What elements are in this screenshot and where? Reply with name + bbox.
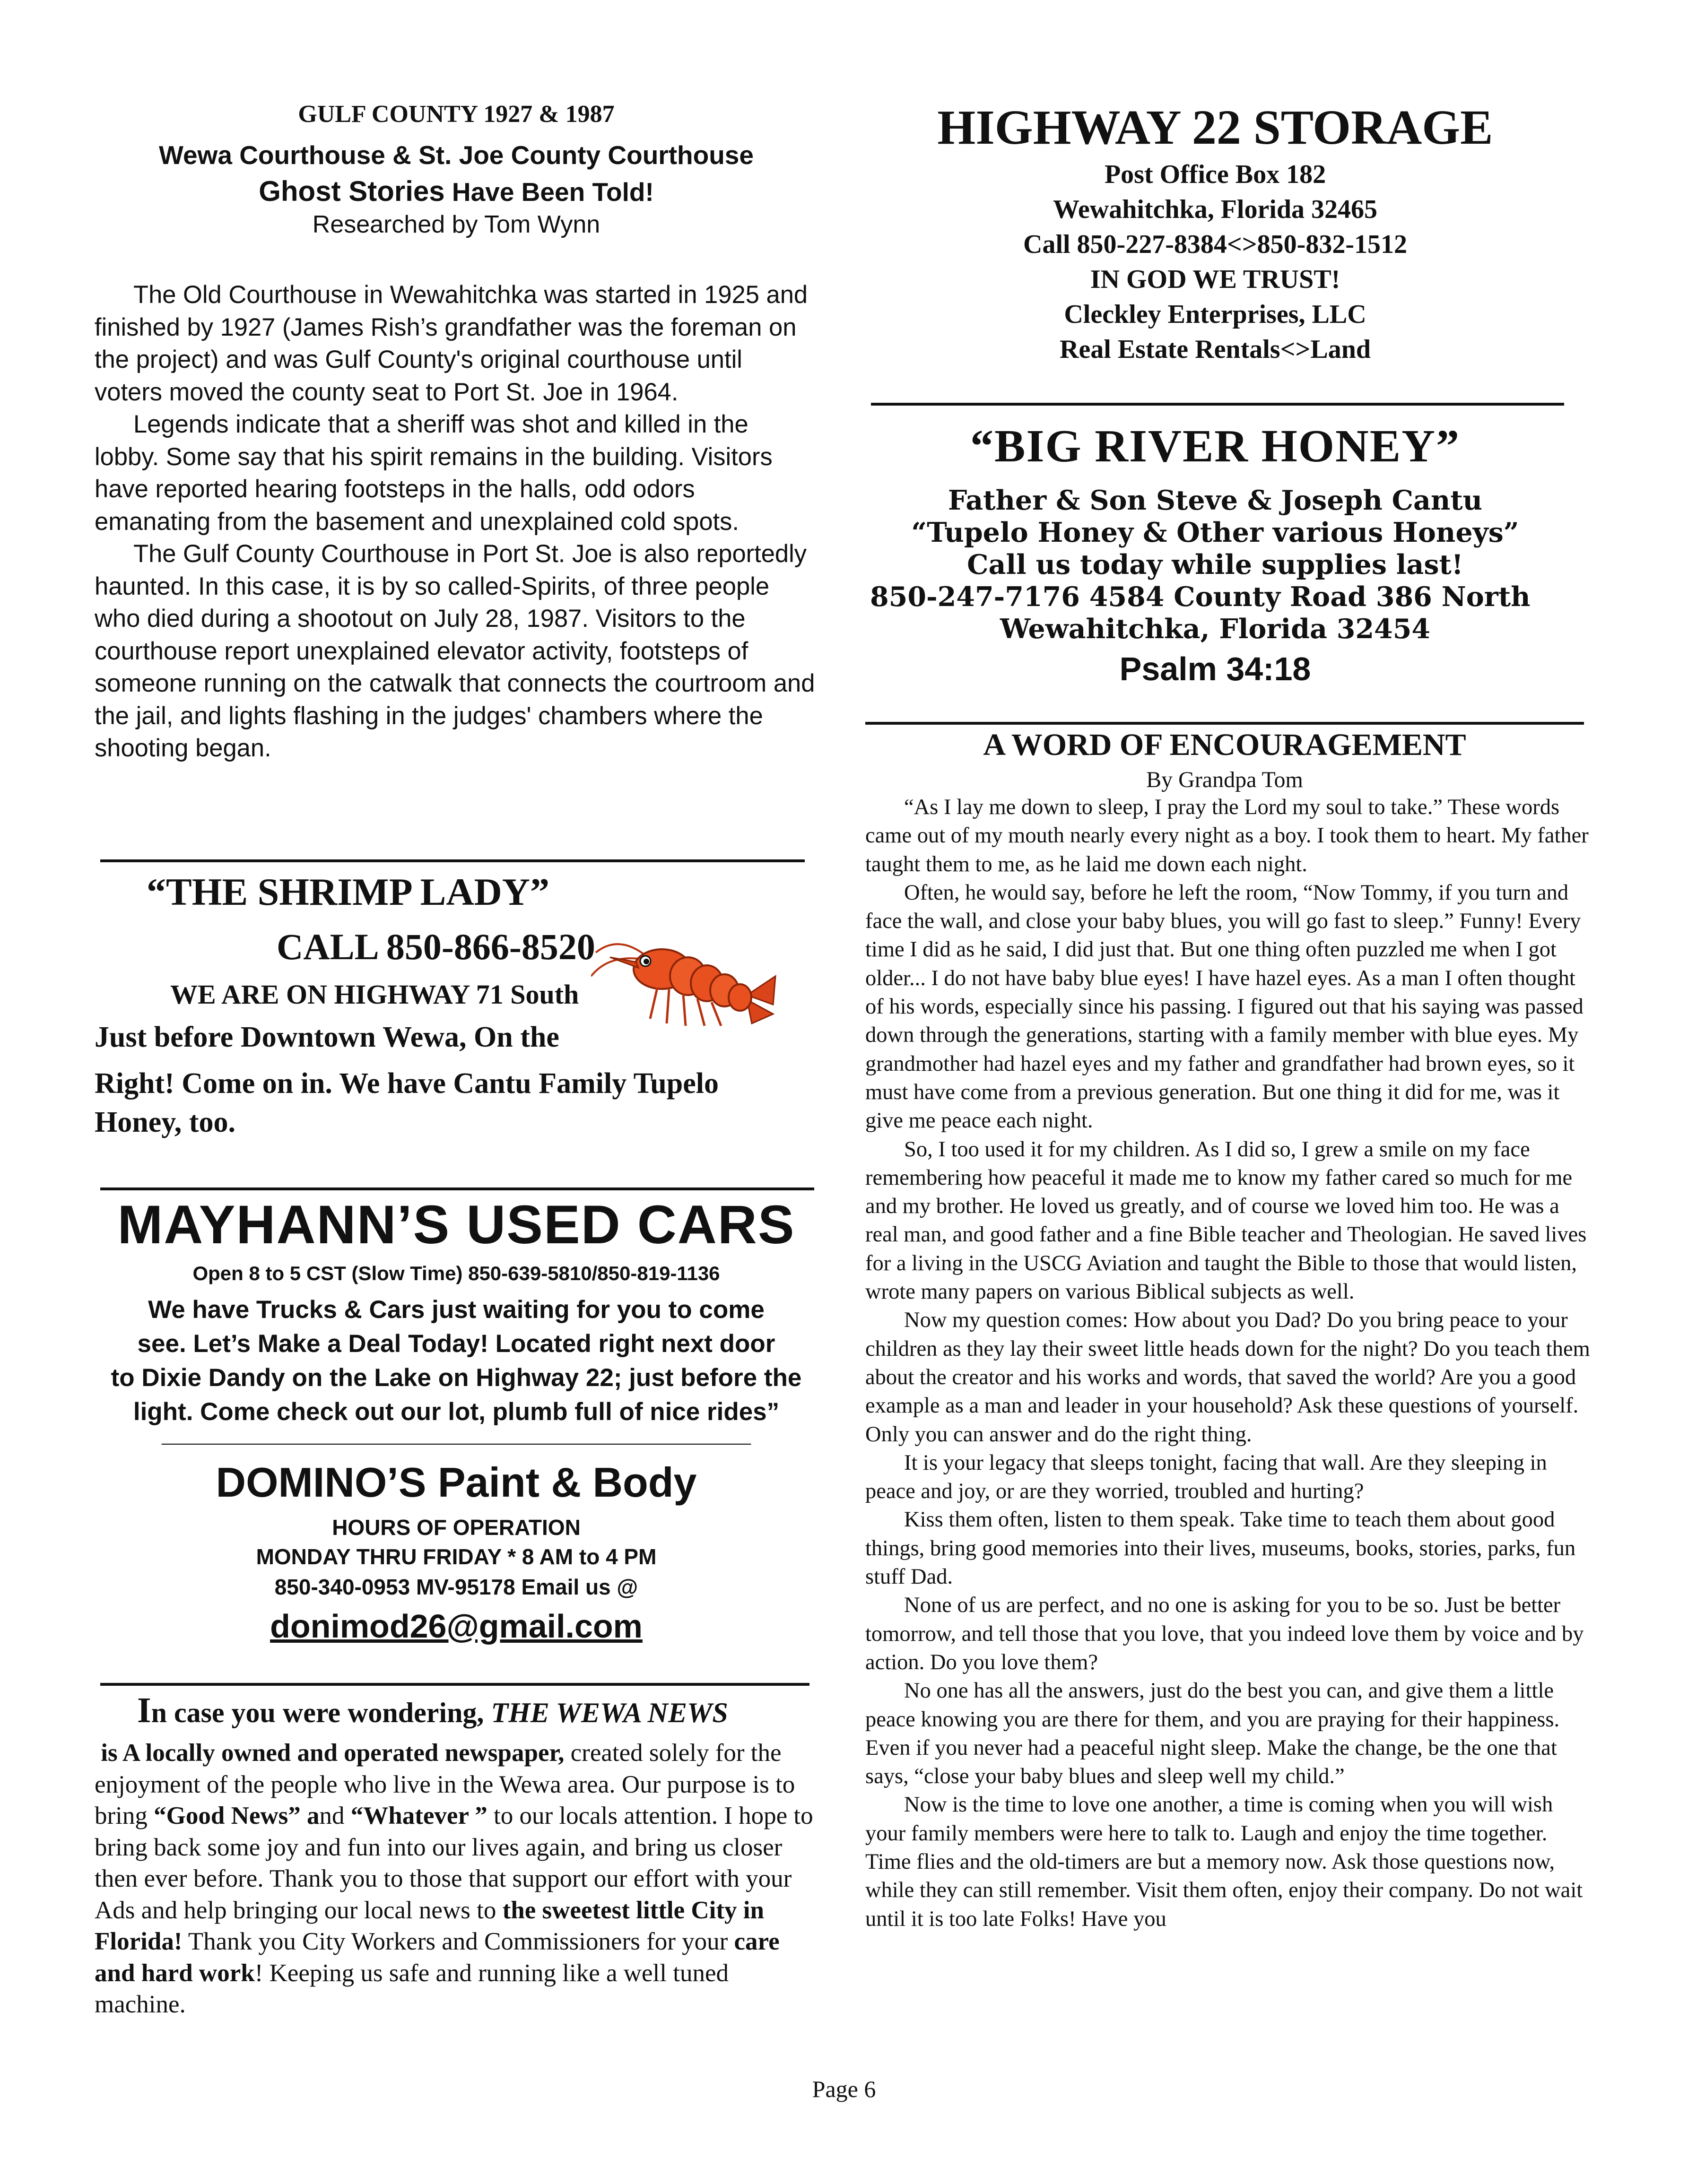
encouragement-paragraph: No one has all the answers, just do the best you can, and give them a little peace knowing you are there for them, and you are praying for their happiness. Even if you never had a peaceful night sleep. Make the change, be the one that says, “close your baby blues and sleep well my child.” — [865, 1679, 1560, 1789]
page-number: Page 6 — [812, 2076, 876, 2102]
shrimp-line-2: Just before Downtown Wewa, On the — [95, 1021, 559, 1053]
mayhanns-line: see. Let’s Make a Deal Today! Located right next door — [137, 1330, 775, 1358]
encouragement-paragraph: None of us are perfect, and no one is asking for you to be so. Just be better tomorrow, and tell those that you love, that you indeed love them by voice and by action. Do you love them? — [865, 1593, 1584, 1674]
heading-text: n case you were wondering, — [151, 1697, 491, 1728]
shrimp-line-1: WE ARE ON HIGHWAY 71 South — [170, 979, 579, 1010]
storage-line: Real Estate Rentals<>Land — [1059, 335, 1371, 364]
encouragement-paragraph: Often, he would say, before he left the room, “Now Tommy, if you turn and face the wall, and close your baby blues, you will go fast to sleep.” Funny! Every time I did as he said, I did just that. But one thing often puzzled me when I got older... I do not have baby blue eyes! I have hazel eyes. As a man I often thought of his words, especially since his passing. I figured out that his saying was passed down through the generations, starting with a family member with blue eyes. My grandmother had hazel eyes and my father and grandfather had brown eyes, so it must have come from a previous generation. But one thing it did for me, was it give me peace each night. — [865, 880, 1584, 1133]
dominos-email-wrap — [95, 1607, 818, 1645]
honey-line: Wewahitchka, Florida 32454 — [1000, 613, 1431, 645]
care-bold: care and hard work — [95, 1928, 780, 1987]
psalm-reference: Psalm 34:18 — [1119, 650, 1311, 687]
shrimp-lady-phone: CALL 850-866-8520 — [277, 926, 595, 967]
mayhanns-body — [95, 1293, 818, 1429]
lead-bold: is A locally owned and operated newspaper, — [101, 1739, 565, 1767]
wewa-news-heading — [137, 1690, 818, 1731]
honey-line: 850-247-7176 4584 County Road 386 North — [870, 581, 1531, 613]
storage-line: Post Office Box 182 — [1104, 160, 1326, 189]
encouragement-paragraph: Kiss them often, listen to them speak. Take time to teach them about good things, bring good memories into their lives, museums, books, stories, parks, fun stuff Dad. — [865, 1508, 1576, 1589]
encouragement-byline: By Grandpa Tom — [1146, 767, 1303, 792]
news-text: ! Keeping us safe and running like a well tuned machine. — [95, 1959, 729, 2018]
gulf-article-body — [95, 279, 816, 765]
storage-line: Call 850-227-8384<>850-832-1512 — [1023, 230, 1407, 259]
encouragement-paragraph: “As I lay me down to sleep, I pray the Lord my soul to take.” These words came out of my mouth nearly every night as a boy. I took them to heart. My father taught them to me, as he laid me down each night. — [865, 795, 1589, 876]
ghost-stories-label: Ghost Stories — [259, 175, 445, 207]
honey-line: Father & Son Steve & Joseph Cantu — [948, 485, 1483, 516]
storage-line: IN GOD WE TRUST! — [1090, 265, 1340, 294]
mayhanns-title: MAYHANN’S USED CARS — [117, 1195, 795, 1255]
encouragement-paragraph: Now is the time to love one another, a time is coming when you will wish your family members were here to talk to. Laugh and enjoy the time together. Time flies and the old-timers are but a memory now. Ask those questions now, while they can still remember. Visit them often, enjoy their company. Do not wait until it is too late Folks! Have you — [865, 1793, 1583, 1931]
gulf-title: GULF COUNTY 1927 & 1987 — [298, 101, 615, 128]
honey-line: Call us today while supplies last! — [967, 549, 1463, 581]
encouragement-paragraph: So, I too used it for my children. As I did so, I grew a smile on my face remembering how peaceful it made me to know my father cared so much for me and my brother. He loved us greatly, and of course we loved him too. He was a real man, and good father and a fine Bible teacher and Theologian. He saved lives for a living in the USCG Aviation and taught the Bible to those that would listen, wrote many papers on various Biblical subjects as well. — [865, 1137, 1587, 1304]
wewa-news-body — [95, 1737, 816, 2020]
encouragement-paragraph: Now my question comes: How about you Dad? Do you bring peace to your children as they lay their sweet little heads down for the night? Do you teach them about the creator and his works and words, that saved the world? Are you a good example as a man and leader in your household? Ask these questions of yourself. Only you can answer and do the right thing. — [865, 1308, 1590, 1447]
divider — [100, 859, 805, 862]
sweetest-city-bold: the sweetest little City in Florida! — [95, 1896, 764, 1955]
good-news-bold: “Good News” a — [154, 1802, 320, 1829]
mayhanns-hours: Open 8 to 5 CST (Slow Time) 850-639-5810/850-819-1136 — [192, 1262, 720, 1284]
heading-paper-name: THE WEWA NEWS — [491, 1697, 728, 1728]
dominos-email-link[interactable]: donimod26@gmail.com — [270, 1608, 643, 1645]
gulf-paragraph: The Old Courthouse in Wewahitchka was started in 1925 and finished by 1927 (James Rish’s grandfather was the foreman on the project) and was Gulf County's original courthouse until voters moved the county seat to Port St. Joe in 1964. — [95, 281, 808, 406]
gulf-subtitle-2 — [95, 175, 818, 208]
dominos-days: MONDAY THRU FRIDAY * 8 AM to 4 PM — [256, 1544, 657, 1569]
whatever-bold: “Whatever ” — [350, 1802, 487, 1829]
mayhanns-underline-divider: ________________________________________ — [162, 1417, 751, 1447]
divider — [865, 722, 1584, 725]
encouragement-title: A WORD OF ENCOURAGEMENT — [983, 728, 1466, 762]
divider — [871, 403, 1564, 406]
mayhanns-line: We have Trucks & Cars just waiting for you to come — [148, 1296, 765, 1324]
encouragement-paragraph: It is your legacy that sleeps tonight, facing that wall. Are they sleeping in peace and joy, or are they worried, troubled and hurting? — [865, 1450, 1547, 1504]
news-text: nd — [319, 1802, 351, 1829]
mayhanns-line: light. Come check out our lot, plumb full of nice rides” — [133, 1398, 780, 1426]
gulf-subtitle: Wewa Courthouse & St. Joe County Courthouse — [159, 140, 754, 170]
dominos-hours-label: HOURS OF OPERATION — [332, 1515, 581, 1540]
honey-line: “Tupelo Honey & Other various Honeys” — [911, 517, 1519, 548]
heading-drop-letter: I — [137, 1690, 151, 1730]
storage-title: HIGHWAY 22 STORAGE — [937, 100, 1493, 155]
encouragement-body — [865, 793, 1591, 1933]
shrimp-line-4: Honey, too. — [95, 1106, 235, 1138]
have-been-told: Have Been Told! — [452, 177, 654, 207]
gulf-paragraph: Legends indicate that a sheriff was shot and killed in the lobby. Some say that his spirit remains in the building. Visitors have reported hearing footsteps in the halls, odd odors emanating from the basement and unexplained cold spots. — [95, 410, 773, 536]
storage-line: Wewahitchka, Florida 32465 — [1053, 195, 1378, 224]
divider — [100, 1187, 814, 1190]
honey-details — [865, 485, 1565, 645]
mayhanns-line: to Dixie Dandy on the Lake on Highway 22; just before the — [111, 1364, 802, 1392]
divider — [100, 1683, 809, 1686]
shrimp-lady-title: “THE SHRIMP LADY” — [147, 870, 549, 913]
news-text: to our locals attention. I hope to bring back some joy and fun into our lives again, and bring us closer then ever before. Thank you to those that support our effort with your Ads and help bringing our local news to — [95, 1802, 813, 1924]
storage-line: Cleckley Enterprises, LLC — [1064, 300, 1366, 329]
dominos-title: DOMINO’S Paint & Body — [216, 1459, 697, 1506]
storage-details — [865, 157, 1565, 367]
news-text: Thank you City Workers and Commissioners for your — [182, 1928, 734, 1955]
gulf-byline: Researched by Tom Wynn — [312, 211, 600, 238]
gulf-paragraph: The Gulf County Courthouse in Port St. Joe is also reportedly haunted. In this case, it is by so called-Spirits, of three people who died during a shootout on July 28, 1987. Visitors to the courthouse report unexplained elevator activity, footsteps of someone running on the catwalk that connects the courtroom and the jail, and lights flashing in the judges' chambers where the shooting began. — [95, 540, 815, 762]
honey-title: “BIG RIVER HONEY” — [970, 421, 1460, 472]
dominos-contact: 850-340-0953 MV-95178 Email us @ — [274, 1575, 638, 1599]
shrimp-line-3: Right! Come on in. We have Cantu Family Tupelo — [95, 1067, 719, 1100]
news-text: created solely for the enjoyment of the people who live in the Wewa area. Our purpose is to bring — [95, 1739, 795, 1829]
shrimp-illustration — [591, 924, 780, 1047]
